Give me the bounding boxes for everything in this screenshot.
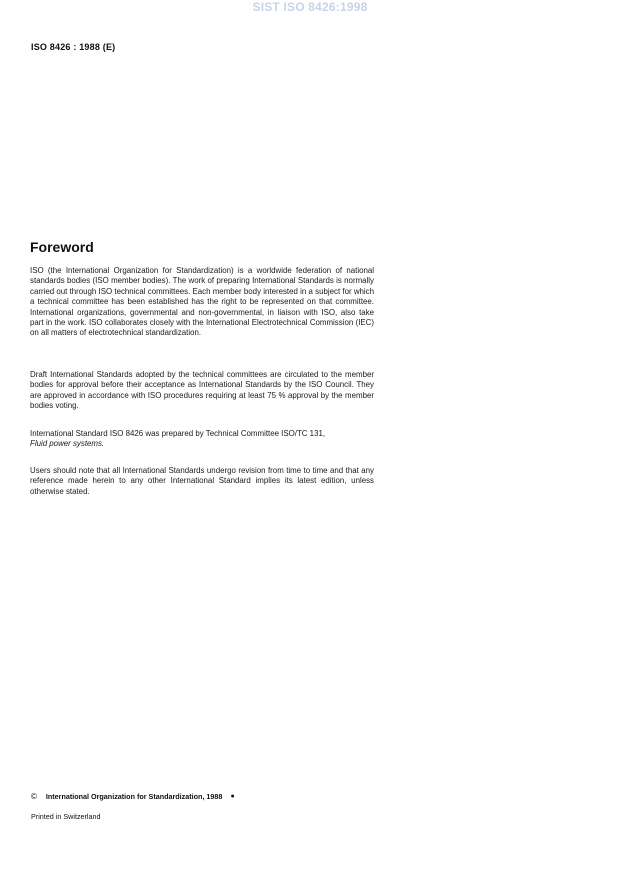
printed-location: Printed in Switzerland [31,812,101,821]
paragraph-3-committee-title: Fluid power systems. [30,439,105,449]
watermark-text: SIST ISO 8426:1998 [252,0,368,14]
copyright-icon: © [31,792,37,801]
copyright-line [31,792,235,801]
bullet-icon: ● [230,793,235,800]
document-reference: ISO 8426 : 1988 (E) [31,42,116,52]
copyright-text: International Organization for Standardization, 1988 [45,792,223,801]
foreword-paragraph-2: Draft International Standards adopted by the technical committees are circulated to the member bodies for approval before their acceptance as International Standards by the ISO Council. They are approved in accordance with ISO procedures requiring at least 75 % approval by the member bodies voting. [30,370,374,411]
foreword-paragraph-1: ISO (the International Organization for Standardization) is a worldwide federation of national standards bodies (ISO member bodies). The work of preparing International Standards is normally carried out through ISO technical committees. Each member body interested in a subject for which a technical committee has been established has the right to be represented on that committee. International organizations, governmental and non-governmental, in liaison with ISO, also take part in the work. ISO collaborates closely with the International Electrotechnical Commission (IEC) on all matters of electrotechnical standardization. [30,266,374,338]
foreword-paragraph-4: Users should note that all International Standards undergo revision from time to time and that any reference made herein to any other International Standard implies its latest edition, unless otherwise stated. [30,466,374,496]
foreword-paragraph-3 [30,429,374,450]
foreword-title: Foreword [30,239,94,255]
paragraph-3-text: International Standard ISO 8426 was prepared by Technical Committee ISO/TC 131, [30,429,326,438]
